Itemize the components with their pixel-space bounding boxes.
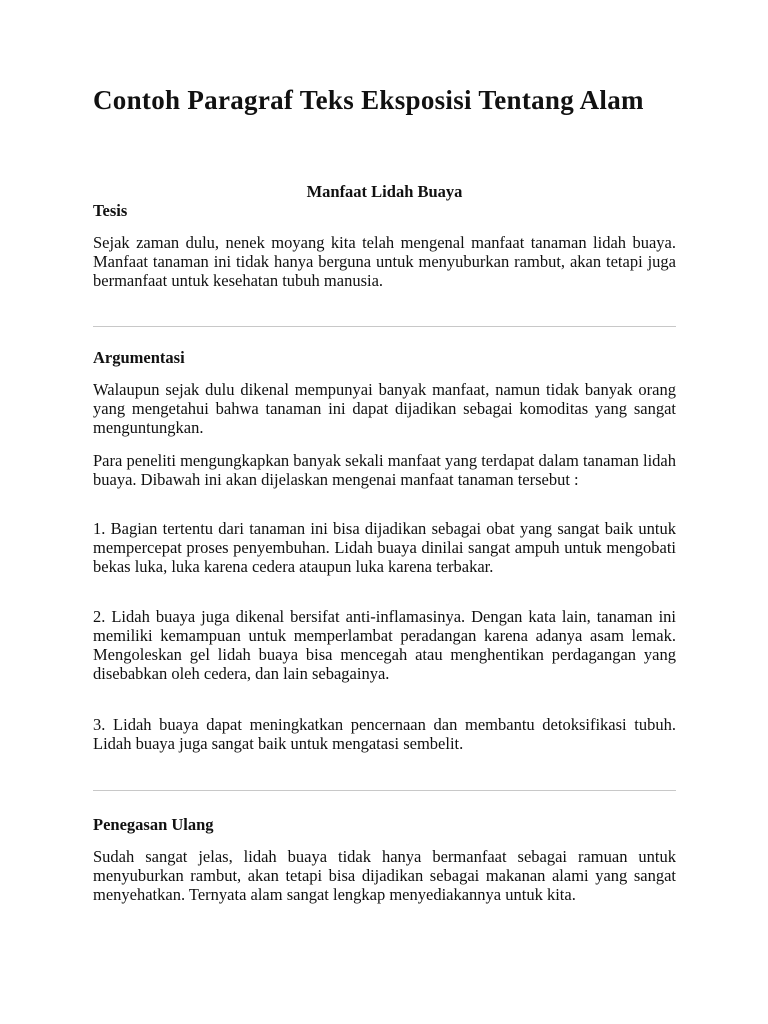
heading-argumentasi: Argumentasi	[93, 348, 185, 367]
page-title: Contoh Paragraf Teks Eksposisi Tentang Alam	[93, 85, 644, 115]
paragraph-penegasan-ulang: Sudah sangat jelas, lidah buaya tidak hanya bermanfaat sebagai ramuan untuk menyuburkan rambut, akan tetapi bisa dijadikan sebagai makanan alami yang sangat menyehatkan. Ternyata alam sangat lengkap menyediakannya untuk kita.	[93, 847, 676, 904]
article-subtitle: Manfaat Lidah Buaya	[306, 182, 463, 201]
list-item-1: 1. Bagian tertentu dari tanaman ini bisa dijadikan sebagai obat yang sangat baik untuk mempercepat proses penyembuhan. Lidah buaya dinilai sangat ampuh untuk mengobati bekas luka, luka karena cedera ataupun luka karena terbakar.	[93, 519, 676, 576]
paragraph-argumentasi-1: Walaupun sejak dulu dikenal mempunyai banyak manfaat, namun tidak banyak orang yang mengetahui bahwa tanaman ini dapat dijadikan sebagai komoditas yang sangat menguntungkan.	[93, 380, 676, 437]
divider	[93, 326, 676, 327]
list-item-2: 2. Lidah buaya juga dikenal bersifat anti-inflamasinya. Dengan kata lain, tanaman ini memiliki kemampuan untuk memperlambat peradangan karena adanya asam lemak. Mengoleskan gel lidah buaya bisa mencegah atau menghentikan perdagangan yang disebabkan oleh cedera, dan lain sebagainya.	[93, 607, 676, 683]
paragraph-tesis: Sejak zaman dulu, nenek moyang kita telah mengenal manfaat tanaman lidah buaya. Manfaat tanaman ini tidak hanya berguna untuk menyuburkan rambut, akan tetapi juga bermanfaat untuk kesehatan tubuh manusia.	[93, 233, 676, 290]
divider	[93, 790, 676, 791]
heading-penegasan-ulang: Penegasan Ulang	[93, 815, 214, 834]
paragraph-argumentasi-2: Para peneliti mengungkapkan banyak sekali manfaat yang terdapat dalam tanaman lidah buaya. Dibawah ini akan dijelaskan mengenai manfaat tanaman tersebut :	[93, 451, 676, 489]
heading-tesis: Tesis	[93, 201, 128, 220]
list-item-3: 3. Lidah buaya dapat meningkatkan pencernaan dan membantu detoksifikasi tubuh. Lidah buaya juga sangat baik untuk mengatasi sembelit.	[93, 715, 676, 753]
